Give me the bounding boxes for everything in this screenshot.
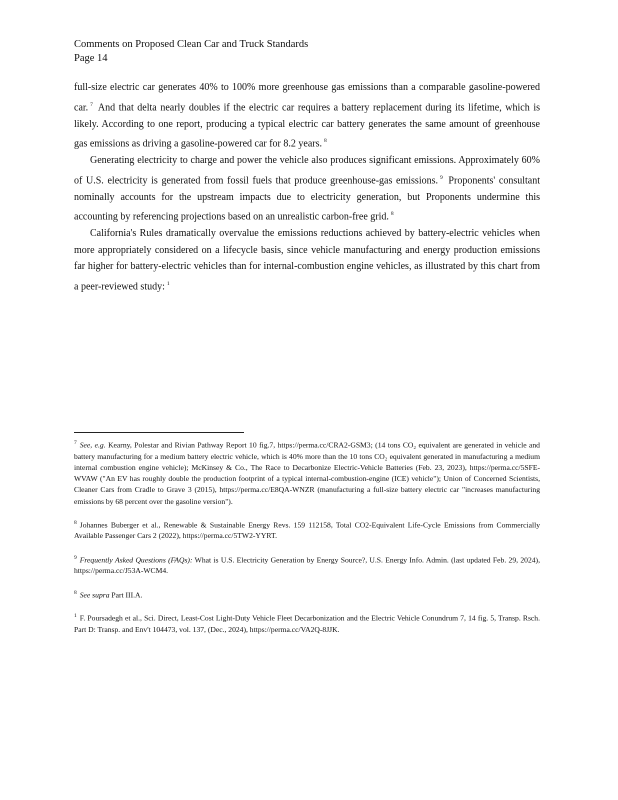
paragraph-1 (74, 80, 540, 153)
footnote-lead: Frequently Asked Questions (FAQs): (79, 555, 193, 565)
footnote-mark: 1 (74, 613, 77, 620)
footnote-text: What is U.S. Electricity Generation by Energy Source?, U.S. Energy Info. Admin. (last updated Feb. 29, 2024), https://perma.cc/J53A-WCM4. (74, 555, 540, 576)
footnote-ref-9[interactable]: 9 (440, 174, 443, 181)
paragraph-3-text: California's Rules dramatically overvalue the emissions reductions achieved by battery-electric vehicles when more appropriately considered on a lifecycle basis, since vehicle manufacturing and energy production emissions far higher for battery-electric vehicles than for internal-combustion engine vehicles, as illustrated by this chart from a peer-reviewed study: (74, 228, 540, 293)
paragraph-1-text: full-size electric car generates 40% to 100% more greenhouse gas emissions than a comparable gasoline-powered car. (74, 82, 540, 113)
footnote-ref-8b[interactable]: 8 (390, 211, 394, 218)
footnote (74, 611, 540, 635)
paragraph-2-text-cont: Proponents' consultant nominally accounts for the upstream impacts due to electricity generation, but Proponents undermine this accounting by referencing projections based on an unrealistic carbon-free grid. (74, 174, 541, 223)
paragraph-2-text: Generating electricity to charge and power the vehicle also produces significant emissions. Approximately 60% of U.S. electricity is generated from fossil fuels that produce greenhouse-gas emissions. (74, 155, 540, 186)
footnote-ref-7[interactable]: 7 (90, 101, 93, 108)
footnotes (74, 438, 540, 646)
footnote-text: Johannes Buberger et al., Renewable & Sustainable Energy Revs. 159 112158, Total CO2-Equivalent Life-Cycle Emissions from Commercially Available Passenger Cars 2 (2022), https://perma.cc/5TW2-YYRT. (74, 520, 540, 541)
footnote (74, 438, 540, 507)
footnote-text: Part III.A. (109, 590, 143, 600)
header-title: Comments on Proposed Clean Car and Truck Standards (74, 39, 309, 50)
footnote (74, 553, 540, 577)
footnote-text: Kearny, Polestar and Rivian Pathway Report 10 fig.7, https://perma.cc/CRA2-GSM3; (14 tons CO₂ equivalent are generated in vehicle and battery manufacturing for a medium battery electric vehicle, which is 40% more than the 10 tons CO₂ equivalent generated in manufacturing a medium internal combustion engine vehicle); McKinsey & Co., The Race to Decarbonize Electric-Vehicle Batteries (Feb. 23, 2023), https://perma.cc/5SFE-WVAW ("An EV has roughly double the production footprint of a typical internal-combustion-engine (ICE) vehicle"); Union of Concerned Scientists, Cleaner Cars from Cradle to Grave 3 (2015), https://perma.cc/E8QA-WNZR (manufacturing a full-size battery electric car "increases manufacturing emissions by 68 percent over the gasoline version"). (74, 440, 540, 506)
footnote-lead: See supra (79, 590, 110, 600)
header-page-number: Page 14 (74, 53, 108, 64)
paragraph-1-text-cont: And that delta nearly doubles if the electric car requires a battery replacement during its lifetime, which is likely. According to one report, producing a typical electric car battery generates the same amount of greenhouse gas emissions as driving a gasoline-powered car for 8.2 years. (74, 101, 540, 150)
footnote (74, 588, 540, 601)
footnote-mark: 8 (74, 519, 77, 526)
footnote-mark: 7 (74, 440, 77, 446)
footnote-divider (74, 432, 244, 433)
paragraph-3 (74, 226, 540, 296)
paragraph-2 (74, 153, 540, 226)
footnote (74, 518, 540, 542)
footnote-text: F. Poursadegh et al., Sci. Direct, Least-Cost Light-Duty Vehicle Fleet Decarbonization and the Electric Vehicle Conundrum 7, 14 fig. 5, Transp. Rsch. Part D: Transp. and Env't 104473, vol. 137, (Dec., 2024), https://perma.cc/VA2Q-8JJK. (74, 613, 540, 635)
footnote-mark: 9 (74, 554, 77, 561)
footnote-ref-8[interactable]: 8 (323, 138, 327, 145)
footnote-ref-1[interactable]: 1 (166, 280, 170, 287)
footnote-lead: See, e.g. (79, 440, 106, 450)
body-text (74, 80, 540, 296)
page-header (74, 38, 308, 66)
footnote-mark: 8 (74, 589, 77, 596)
